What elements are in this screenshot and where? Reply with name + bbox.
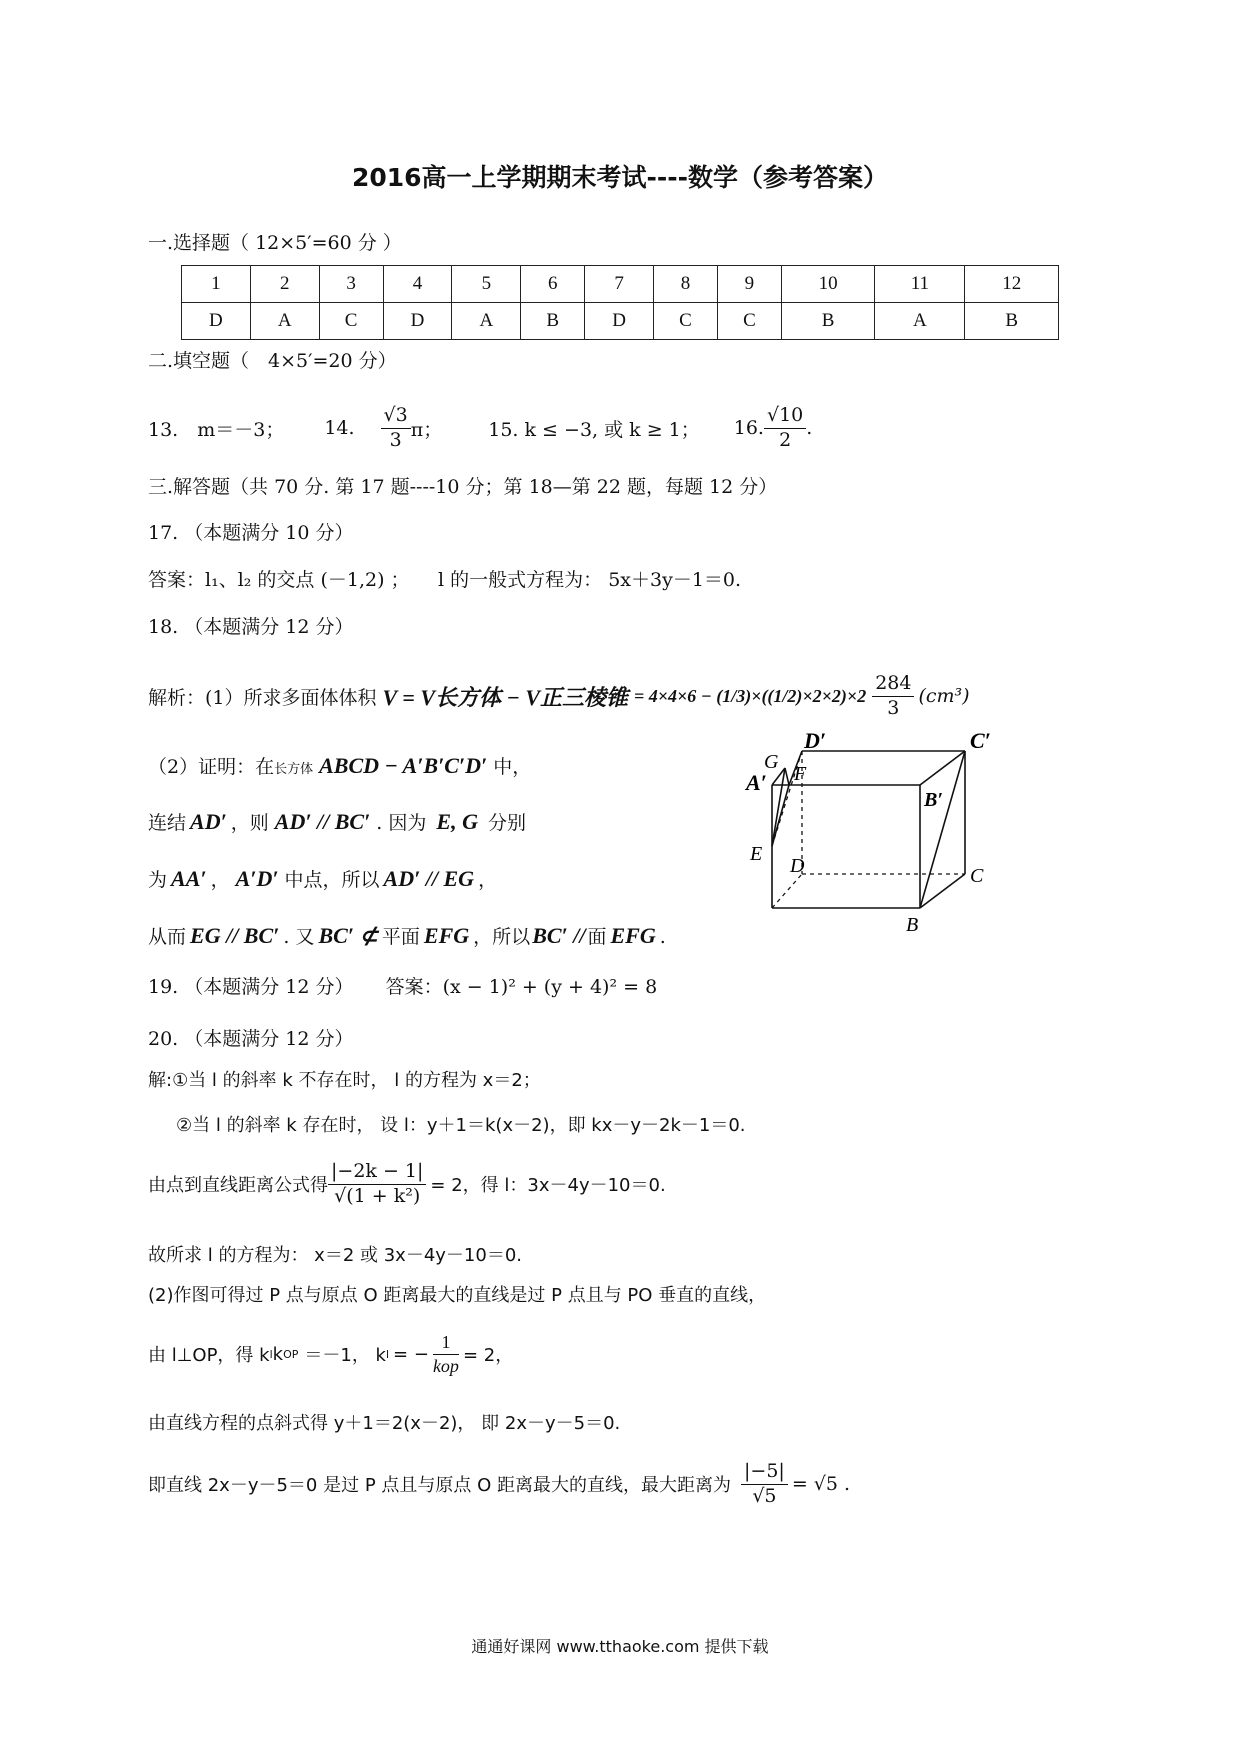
q18-part1 <box>148 658 970 734</box>
proof-text: . <box>659 926 666 948</box>
fill-q16-label: 16. <box>733 417 764 439</box>
q17-answer: 答案：l₁、l₂ 的交点 (－1,2) ； l 的一般式方程为： 5x＋3y－1＝0. <box>148 569 742 591</box>
q20-line6-text: k <box>272 1343 284 1365</box>
table-cell-number: 3 <box>319 266 383 303</box>
q18-volume-result <box>872 672 914 721</box>
proof-math: EFG <box>610 923 656 948</box>
table-cell-answer: C <box>319 303 383 340</box>
table-cell-number: 11 <box>875 266 965 303</box>
q20-max-distance-fraction <box>741 1460 788 1509</box>
table-cell-number: 12 <box>965 266 1059 303</box>
table-cell-answer: A <box>875 303 965 340</box>
table-cell-number: 9 <box>717 266 781 303</box>
proof-text: 连结 <box>148 812 187 834</box>
q19-answer: 答案：(x − 1)² + (y + 4)² = 8 <box>385 976 658 998</box>
proof-text: 从而 <box>148 926 187 948</box>
q20-distance-fraction <box>328 1160 426 1209</box>
fill-q15: 15. k ≤ −3, 或 k ≥ 1； <box>488 418 700 441</box>
proof-math: EFG <box>423 923 470 948</box>
fill-q13: 13. m＝－3； <box>148 418 285 441</box>
solve-section-header: 三.解答题（共 70 分. 第 17 题----10 分；第 18—第 22 题，每题 12 分） <box>148 476 778 498</box>
q18-proof-line4 <box>148 922 666 949</box>
fill-q16-tail: . <box>806 417 813 439</box>
q20-line8-tail: = √5 . <box>791 1473 851 1495</box>
proof-text: 为 <box>148 869 168 891</box>
q20-slope-fraction <box>433 1331 459 1377</box>
proof-text: ， <box>478 869 498 891</box>
fraction-denominator: 3 <box>887 696 900 719</box>
q20-line4: 故所求 l 的方程为： x＝2 或 3x－4y－10＝0. <box>148 1245 522 1266</box>
q20-line3-tail: = 2，得 l：3x－4y－10＝0. <box>430 1175 666 1196</box>
table-cell-number: 6 <box>521 266 585 303</box>
q20-line6-tail: = 2， <box>462 1345 514 1366</box>
edge-C-B <box>920 874 965 908</box>
fraction-denominator: 3 <box>389 428 402 451</box>
table-cell-number: 4 <box>383 266 452 303</box>
proof-math: EG // BC′ <box>190 923 280 948</box>
table-cell-answer: C <box>717 303 781 340</box>
segment-B-C1 <box>920 751 965 908</box>
table-cell-answer: D <box>585 303 654 340</box>
page-title: 2016高一上学期期末考试----数学（参考答案） <box>351 163 889 192</box>
fraction-denominator: √5 <box>752 1484 777 1507</box>
fraction-numerator: |−5| <box>741 1460 788 1485</box>
fraction-numerator: √3 <box>381 404 411 429</box>
q20-line5: (2)作图可得过 P 点与原点 O 距离最大的直线是过 P 点且与 PO 垂直的直线， <box>148 1285 767 1306</box>
q20-line1: 解:①当 l 的斜率 k 不存在时， l 的方程为 x＝2； <box>148 1070 541 1091</box>
q20-line2: ②当 l 的斜率 k 存在时， 设 l：y＋1＝k(x－2)，即 kx－y－2k－1＝0. <box>176 1115 746 1136</box>
q18-proof-line2 <box>148 808 526 835</box>
fraction-denominator: kop <box>432 1355 459 1376</box>
q18-volume-unit: (cm³) <box>918 685 970 707</box>
fill-q16-fraction <box>764 404 806 453</box>
proof-math: AD′ // BC′ <box>274 809 371 834</box>
proof-math: A′D′ <box>235 866 279 891</box>
q20-line6-text: ＝－1， k <box>304 1345 386 1366</box>
fill-q14-label: 14. <box>324 417 355 439</box>
label-E: E <box>750 843 763 865</box>
q18-proof-line1 <box>148 752 531 779</box>
proof-text: ，所以 <box>473 926 531 948</box>
fraction-numerator: |−2k − 1| <box>328 1160 426 1185</box>
label-A1: A′ <box>746 770 767 795</box>
q18-volume-calc: = 4×4×6 − (1/3)×((1/2)×2×2)×2 <box>634 685 867 706</box>
label-D1: D′ <box>804 728 827 753</box>
label-C: C <box>970 865 984 887</box>
proof-math: ABCD − A′B′C′D′ <box>319 753 488 778</box>
proof-text: . 又 <box>283 926 315 948</box>
q20-line8-text: 即直线 2x－y－5＝0 是过 P 点且与原点 O 距离最大的直线，最大距离为 <box>148 1475 732 1496</box>
label-B: B <box>906 914 919 936</box>
proof-text: ，则 <box>230 812 269 834</box>
subscript: l <box>385 1347 390 1361</box>
table-cell-number: 1 <box>182 266 251 303</box>
proof-math: BC′ // <box>532 923 586 948</box>
table-cell-answer: D <box>182 303 251 340</box>
label-C1: C′ <box>970 728 991 753</box>
proof-text: 分别 <box>487 812 526 834</box>
table-cell-answer: B <box>781 303 874 340</box>
table-cell-number: 8 <box>654 266 718 303</box>
fraction-numerator: 1 <box>433 1331 459 1355</box>
proof-text-small: 长方体 <box>274 762 314 777</box>
choice-section-header: 一.选择题（ 12×5′=60 分 ） <box>148 232 402 254</box>
proof-text: 面 <box>587 926 607 948</box>
proof-text: 中， <box>493 756 532 778</box>
fill-answers-line <box>148 393 812 463</box>
proof-math: BC′ ⊄ <box>318 923 378 948</box>
q20-line6 <box>148 1318 513 1390</box>
q20-line6-text: = − <box>393 1343 429 1365</box>
table-row-numbers <box>182 266 1059 303</box>
q20-line7: 由直线方程的点斜式得 y＋1＝2(x－2)， 即 2x－y－5＝0. <box>148 1413 621 1434</box>
table-cell-answer: A <box>250 303 319 340</box>
q18-header: 18. （本题满分 12 分） <box>148 616 354 638</box>
fraction-numerator: √10 <box>764 404 806 429</box>
proof-text: ， <box>210 869 230 891</box>
table-row-answers <box>182 303 1059 340</box>
table-cell-number: 7 <box>585 266 654 303</box>
proof-text: 平面 <box>381 926 420 948</box>
proof-text: 中点，所以 <box>284 869 380 891</box>
q20-line8 <box>148 1448 850 1520</box>
label-B1: B′ <box>924 789 943 811</box>
q18-volume-formula: V = V长方体 − V正三棱锥 <box>382 684 629 710</box>
segment-G-F <box>785 768 789 785</box>
proof-math: AD′ <box>190 809 227 834</box>
cuboid-figure <box>690 728 1010 940</box>
q19-line <box>148 972 657 999</box>
proof-math: AA′ <box>171 866 207 891</box>
fill-section-header: 二.填空题（ 4×5′=20 分） <box>148 350 397 372</box>
subscript: l <box>269 1347 273 1361</box>
proof-text: （2）证明：在 <box>148 756 275 778</box>
label-G: G <box>764 751 779 773</box>
q19-header: 19. （本题满分 12 分） <box>148 976 354 998</box>
fill-q14-fraction <box>381 404 411 453</box>
table-cell-answer: B <box>965 303 1059 340</box>
fraction-denominator: √(1 + k²) <box>334 1184 421 1207</box>
q18-proof-line3 <box>148 865 497 892</box>
label-F: F <box>794 763 807 785</box>
choice-answer-table <box>181 265 1059 340</box>
q20-line3 <box>148 1148 666 1220</box>
table-cell-answer: D <box>383 303 452 340</box>
proof-math: AD′ // EG <box>383 866 475 891</box>
proof-text: . 因为 <box>376 812 427 834</box>
q18-part1-text: 解析：(1）所求多面体体积 <box>148 686 377 709</box>
table-cell-answer: A <box>452 303 521 340</box>
table-cell-answer: C <box>654 303 718 340</box>
table-cell-answer: B <box>521 303 585 340</box>
table-cell-number: 10 <box>781 266 874 303</box>
q20-line3-text: 由点到直线距离公式得 <box>148 1175 328 1196</box>
hidden-edge-A-D <box>772 874 802 908</box>
table-cell-number: 5 <box>452 266 521 303</box>
fraction-numerator: 284 <box>872 672 914 697</box>
proof-math: E, G <box>436 809 478 834</box>
label-D: D <box>790 855 805 877</box>
q17-header: 17. （本题满分 10 分） <box>148 522 354 544</box>
fraction-denominator: 2 <box>779 428 792 451</box>
q20-header: 20. （本题满分 12 分） <box>148 1028 354 1050</box>
page-footer: 通通好课网 www.tthaoke.com 提供下载 <box>471 1637 769 1656</box>
q20-line6-text: 由 l⊥OP，得 k <box>148 1345 270 1366</box>
edge-B1-C1 <box>920 751 965 785</box>
fill-q14-tail: π； <box>410 418 443 441</box>
subscript: OP <box>283 1347 299 1361</box>
table-cell-number: 2 <box>250 266 319 303</box>
